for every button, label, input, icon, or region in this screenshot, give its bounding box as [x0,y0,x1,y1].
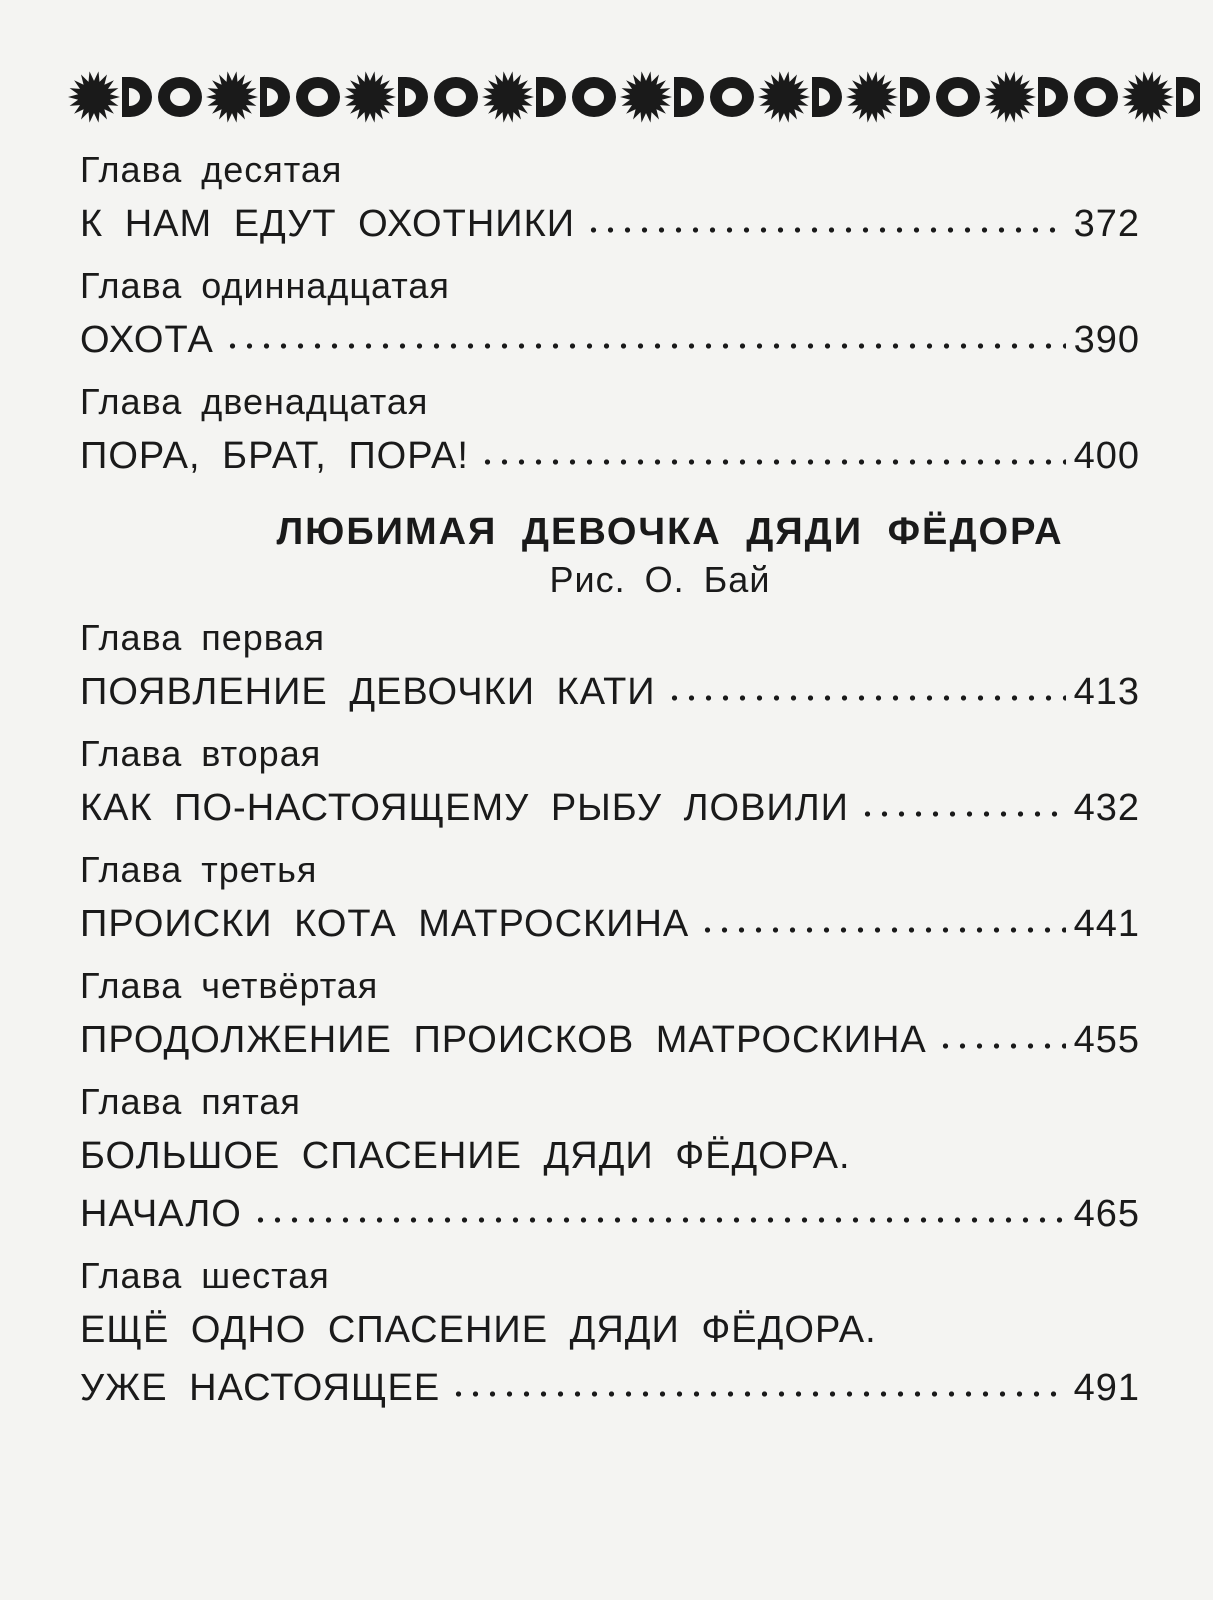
page-number: 491 [1073,1367,1140,1409]
spiky-ornament-icon [620,71,672,122]
dot-leader [224,341,1066,351]
page-number: 390 [1073,319,1140,361]
chapter-title: ПРОИСКИ КОТА МАТРОСКИНА [80,903,690,945]
dot-leader [252,1215,1066,1225]
spiky-ornament-icon [846,71,898,122]
chapter-title: ОХОТА [80,319,214,361]
toc-entry [80,961,1140,1069]
dot-leader [479,457,1066,467]
section-title: ЛЮБИМАЯ ДЕВОЧКА ДЯДИ ФЁДОРА [276,511,1064,553]
letter-o-ornament-icon [936,77,980,117]
decorative-border-icon [50,62,1200,132]
letter-o-ornament-icon [158,77,202,117]
dot-leader [585,225,1066,235]
letter-d-ornament-icon [1038,77,1068,117]
toc-entry [80,261,1140,369]
chapter-title: ПОЯВЛЕНИЕ ДЕВОЧКИ КАТИ [80,671,656,713]
page-number: 400 [1073,435,1140,477]
letter-d-ornament-icon [1176,77,1200,117]
letter-o-ornament-icon [710,77,754,117]
chapter-title: ПОРА, БРАТ, ПОРА! [80,435,469,477]
letter-o-ornament-icon [1074,77,1118,117]
page-number: 441 [1073,903,1140,945]
chapter-line [80,895,1140,953]
letter-d-ornament-icon [536,77,566,117]
chapter-title: НАЧАЛО [80,1193,242,1235]
page-number: 465 [1073,1193,1140,1235]
page-number: 455 [1073,1019,1140,1061]
spiky-ornament-icon [758,71,810,122]
chapter-label: Глава шестая [80,1255,330,1296]
chapter-label: Глава четвёртая [80,965,379,1006]
letter-d-ornament-icon [674,77,704,117]
table-of-contents [80,145,1140,1425]
chapter-line [80,311,1140,369]
page-number: 413 [1073,671,1140,713]
letter-o-ornament-icon [572,77,616,117]
dot-leader [450,1389,1065,1399]
spiky-ornament-icon [482,71,534,122]
chapter-label: Глава третья [80,849,318,890]
page-number: 372 [1073,203,1140,245]
toc-entry [80,145,1140,253]
chapter-label: Глава пятая [80,1081,301,1122]
chapter-label: Глава двенадцатая [80,381,429,422]
letter-d-ornament-icon [900,77,930,117]
dot-leader [859,809,1066,819]
chapter-label: Глава десятая [80,149,343,190]
chapter-title: ПРОДОЛЖЕНИЕ ПРОИСКОВ МАТРОСКИНА [80,1019,927,1061]
chapter-line [80,1185,1140,1243]
chapter-line [80,1359,1140,1417]
chapter-label: Глава первая [80,617,326,658]
chapter-line [80,1011,1140,1069]
chapter-title-line: ЕЩЁ ОДНО СПАСЕНИЕ ДЯДИ ФЁДОРА. [80,1309,877,1351]
toc-entry [80,613,1140,721]
toc-entry [80,845,1140,953]
chapter-label: Глава вторая [80,733,322,774]
section-header [80,507,1140,603]
letter-d-ornament-icon [122,77,152,117]
chapter-line [80,427,1140,485]
chapter-label: Глава одиннадцатая [80,265,450,306]
chapter-list-section [80,613,1140,1417]
spiky-ornament-icon [206,71,258,122]
page-number: 432 [1073,787,1140,829]
letter-d-ornament-icon [812,77,842,117]
spiky-ornament-icon [68,71,120,122]
dot-leader [699,925,1065,935]
spiky-ornament-icon [984,71,1036,122]
toc-entry [80,729,1140,837]
spiky-ornament-icon [1122,71,1174,122]
letter-o-ornament-icon [434,77,478,117]
dot-leader [666,693,1066,703]
letter-d-ornament-icon [260,77,290,117]
toc-entry [80,1251,1140,1417]
letter-o-ornament-icon [296,77,340,117]
chapter-title: КАК ПО-НАСТОЯЩЕМУ РЫБУ ЛОВИЛИ [80,787,849,829]
chapter-line [80,663,1140,721]
spiky-ornament-icon [344,71,396,122]
dot-leader [937,1041,1066,1051]
chapter-title: К НАМ ЕДУТ ОХОТНИКИ [80,203,576,245]
chapter-line [80,195,1140,253]
toc-entry [80,1077,1140,1243]
chapter-title: УЖЕ НАСТОЯЩЕЕ [80,1367,441,1409]
section-subtitle: Рис. О. Бай [549,559,771,600]
letter-d-ornament-icon [398,77,428,117]
chapter-line [80,779,1140,837]
chapter-title-line: БОЛЬШОЕ СПАСЕНИЕ ДЯДИ ФЁДОРА. [80,1135,851,1177]
toc-entry [80,377,1140,485]
chapter-list-top [80,145,1140,485]
